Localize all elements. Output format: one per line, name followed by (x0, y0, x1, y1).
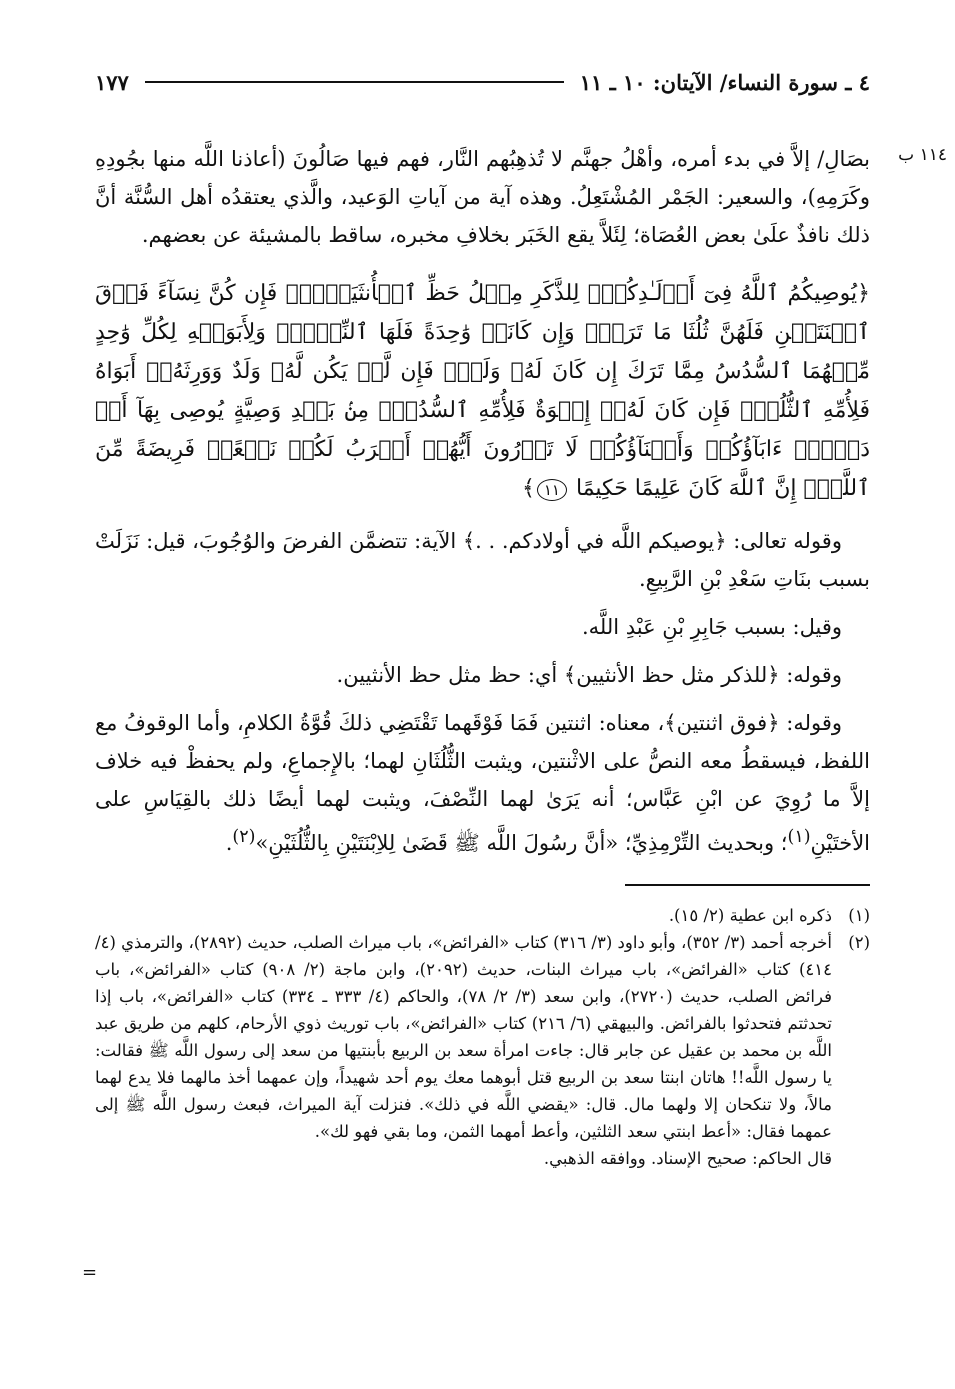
paragraph-5-main: وقوله: ﴿فوق اثنتين﴾، معناه: اثنتين فَمَا فَوْقَهما تَقْتَضِي ذلكَ قُوَّةُ الكلامِ، وأما الوقوفُ مع اللفظ، فيسقطُ معه النصُّ على الاثْنتين، ويثبت الثُّلُثَانِ لهما؛ بالإِجماعِ، ولم يحفظْ فيه خلاف إلاَّ ما رُوِيَ عن ابْنِ عَبَّاس؛ أنه يَرَىٰ لهما النِّصْفَ، ويثبت لهما أيضًا ذلك بالقِيَاسِ على الأختَيْنِ (95, 711, 870, 855)
footnote-text: أخرجه أحمد (٣/ ٣٥٢)، وأبو داود (٣/ ٣١٦) كتاب «الفرائض»، باب ميراث الصلب، حديث (٢٨٩٢)، والترمذي (٤/ ٤١٤) كتاب «الفرائض»، باب ميراث البنات، حديث (٢٠٩٢)، وابن ماجة (٢/ ٩٠٨) كتاب «الفرائض»، باب فرائض الصلب، حديث (٢٧٢٠)، وابن سعد (٣/ ٢/ ٧٨)، والحاكم (٤/ ٣٣٣ ـ ٣٣٤) كتاب «الفرائض»، باب إذا تحدثتم فتحدثوا بالفرائض. والبيهقي (٦/ ٢١٦) كتاب «الفرائض»، باب توريث ذوي الأرحام، كلهم من طريق عبد اللَّه بن محمد بن عقيل عن جابر قال: جاءت امرأة سعد بن الربيع بأبنتيها من سعد إلى رسول اللَّه ﷺ فقالت: يا رسول اللَّه!! هاتان ابنتا سعد بن الربيع قتل أبوهما معك يوم أحد شهيداً، وإن عمهما أخذ مالهما فلا يدع لهما مالاً، ولا تنكحان إلا ولهما مال. قال: «يقضي اللَّه في ذلك». فنزلت آية الميراث، فبعث رسول اللَّه ﷺ إلى عمهما فقال: «أعط ابنتي سعد الثلثين، وأعط أمهما الثمن، وما بقي فهو لك». (95, 933, 833, 1141)
quran-verse-block (95, 274, 870, 508)
quran-verse (95, 274, 870, 508)
footnotes (95, 902, 870, 1172)
footnote-number: (٢) (848, 933, 870, 952)
body-text (95, 140, 870, 862)
footnote-number: (١) (848, 906, 870, 925)
footnote-ref-1[interactable]: (١) (787, 827, 811, 847)
header-rule (145, 81, 564, 83)
footnote-ref-2[interactable]: (٢) (232, 827, 256, 847)
quran-verse-text: ﴿يُوصِيكُمُ ٱللَّهُ فِىٓ أَوۡلَـٰدِكُمۡۖ لِلذَّكَرِ مِثۡلُ حَظِّ ٱلۡأُنثَيَيۡنِۚ فَإِن كُنَّ نِسَآءً فَوۡقَ ٱثۡنَتَيۡنِ فَلَهُنَّ ثُلُثَا مَا تَرَكَۖ وَإِن كَانَتۡ وَٰحِدَةً فَلَهَا ٱلنِّصۡفُۚ وَلِأَبَوَيۡهِ لِكُلِّ وَٰحِدٍ مِّنۡهُمَا ٱلسُّدُسُ مِمَّا تَرَكَ إِن كَانَ لَهُۥ وَلَدٌۚ فَإِن لَّمۡ يَكُن لَّهُۥ وَلَدٌ وَوَرِثَهُۥٓ أَبَوَاهُ فَلِأُمِّهِ ٱلثُّلُثُۚ فَإِن كَانَ لَهُۥٓ إِخۡوَةٌ فَلِأُمِّهِ ٱلسُّدُسُۚ مِنۢ بَعۡدِ وَصِيَّةٍ يُوصِى بِهَآ أَوۡ دَيۡنٍۗ ءَابَآؤُكُمۡ وَأَبۡنَآؤُكُمۡ لَا تَدۡرُونَ أَيُّهُمۡ أَقۡرَبُ لَكُمۡ نَفۡعًاۚ فَرِيضَةً مِّنَ ٱللَّهِۗ إِنَّ ٱللَّهَ كَانَ عَلِيمًا حَكِيمًا (95, 281, 870, 501)
paragraph-2: وقوله تعالى: ﴿يوصيكم اللَّه في أولادكم. . .﴾ الآية: تتضمَّن الفرضَ والوُجُوبَ، قيل: نَزَلَتْ بسبب بنَاتِ سَعْدِ بْنِ الرَّبِيعِ. (95, 529, 870, 591)
footnote-2 (95, 929, 870, 1145)
ayah-number-mark: ١١ (537, 479, 567, 501)
paragraph-4: وقوله: ﴿للذكر مثل حظ الأنثيين﴾ أي: حظ مثل حظ الأنثيين. (336, 663, 842, 687)
margin-folio-note: ١١٤ ب (898, 145, 947, 165)
footnote-separator (625, 884, 870, 886)
paragraph-5-mid: ؛ وبحديث التِّرْمِذِيِّ؛ «أنَّ رسُولَ اللَّه ﷺ قَضَىٰ لِلاِبْنَتَيْنِ بِالثُّلُثَيْنِ» (255, 831, 788, 855)
quran-close-bracket: ﴾ (521, 476, 535, 501)
page-number: ١٧٧ (95, 69, 129, 95)
paragraph-3: وقيل: بسبب جَابِرِ بْنِ عَبْدِ اللَّه. (581, 615, 842, 639)
running-header (95, 62, 870, 102)
footnote-2-continuation: قال الحاكم: صحيح الإسناد. ووافقه الذهبي. (543, 1149, 832, 1168)
paragraph-5 (95, 704, 870, 862)
paragraph-5-end: . (225, 831, 233, 855)
footnote-1 (95, 902, 870, 929)
footnote-text: ذكره ابن عطية (٢/ ١٥). (668, 906, 832, 925)
running-title: ٤ ـ سورة النساء/ الآيتان: ١٠ ـ ١١ (579, 69, 870, 95)
continuation-mark: = (82, 1262, 98, 1283)
page (95, 62, 870, 1172)
paragraph-1: بصَالِ/ إلاَّ في بدء أمره، وأهْلُ جهنَّم لا تُذهِبُهم النَّار، فهم فيها صَالُونَ (أعاذنا اللَّه منها بجُودِهِ وكَرَمِهِ)، والسعير: الجَمْر المُشْتَعِلُ. وهذه آية من آياتِ الوَعيد، والَّذي يعتقدُه أهل السُّنَّة أنَّ ذلك نافذٌ علَىٰ بعض العُصَاة؛ لِئَلاَّ يقع الخَبَر بخلافِ مخبره، ساقط بالمشيئة عن بعضهم. (95, 147, 870, 247)
